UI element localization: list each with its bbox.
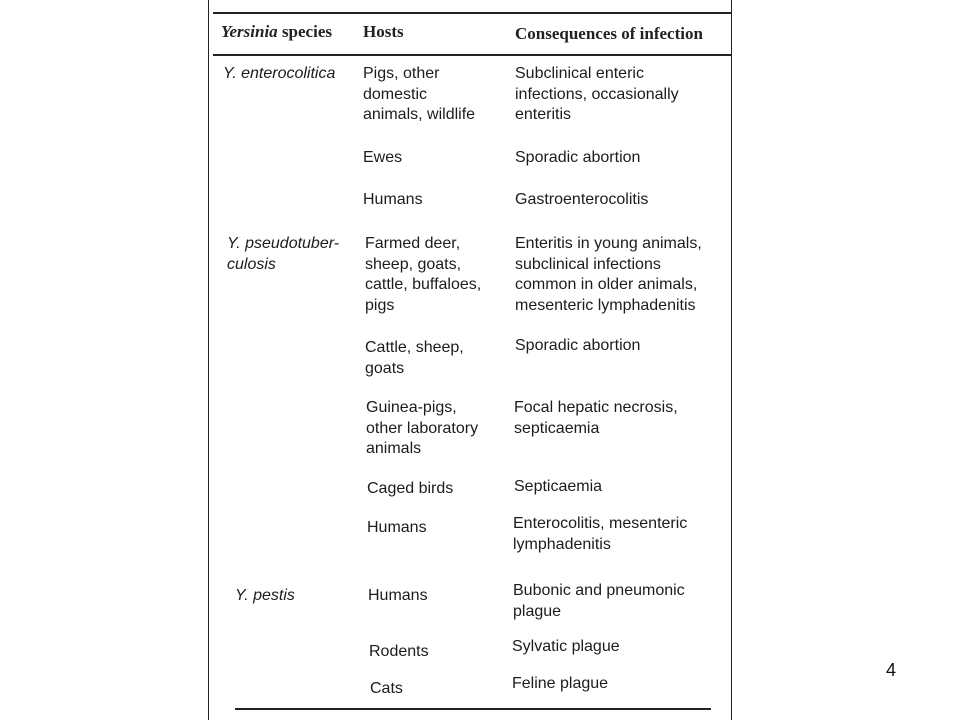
host-cell: Cats <box>370 680 403 697</box>
top-rule <box>213 12 731 14</box>
consequence-cell: Focal hepatic necrosis, septicaemia <box>514 399 678 437</box>
slide-number: 4 <box>886 660 897 680</box>
consequence-cell: Sylvatic plague <box>512 638 620 655</box>
consequence-cell: Enterocolitis, mesenteric lymphadenitis <box>513 515 688 553</box>
header-rule <box>213 54 731 56</box>
header-species: Yersinia species <box>221 22 332 41</box>
header-hosts: Hosts <box>363 22 404 41</box>
consequence-cell: Sporadic abortion <box>515 337 641 354</box>
consequence-cell: Sporadic abortion <box>515 149 641 166</box>
consequence-cell: Subclinical enteric infections, occasionally enteritis <box>515 65 679 123</box>
host-cell: Caged birds <box>367 480 454 497</box>
host-cell: Humans <box>367 519 427 536</box>
consequence-cell: Gastroenterocolitis <box>515 191 649 208</box>
consequence-cell: Septicaemia <box>514 478 603 495</box>
host-cell: Rodents <box>369 643 429 660</box>
scanned-table-page <box>208 0 732 720</box>
host-cell: Pigs, other domestic animals, wildlife <box>363 65 476 123</box>
species-cell: Y. pestis <box>235 587 295 604</box>
host-cell: Humans <box>363 191 423 208</box>
header-consequences: Consequences of infection <box>515 24 703 43</box>
consequence-cell: Enteritis in young animals, subclinical infections common in older animals, mesenteric lymphadenitis <box>515 235 702 314</box>
host-cell: Cattle, sheep, goats <box>365 339 464 377</box>
host-cell: Guinea-pigs, other laboratory animals <box>366 399 479 457</box>
species-cell: Y. enterocolitica <box>223 65 336 82</box>
consequence-cell: Feline plague <box>512 675 609 692</box>
host-cell: Humans <box>368 587 428 604</box>
consequence-cell: Bubonic and pneumonic plague <box>513 582 685 620</box>
host-cell: Farmed deer, sheep, goats, cattle, buffaloes, pigs <box>365 235 482 314</box>
host-cell: Ewes <box>363 149 403 166</box>
bottom-rule <box>235 708 711 710</box>
species-cell: Y. pseudotuber- culosis <box>227 235 340 273</box>
